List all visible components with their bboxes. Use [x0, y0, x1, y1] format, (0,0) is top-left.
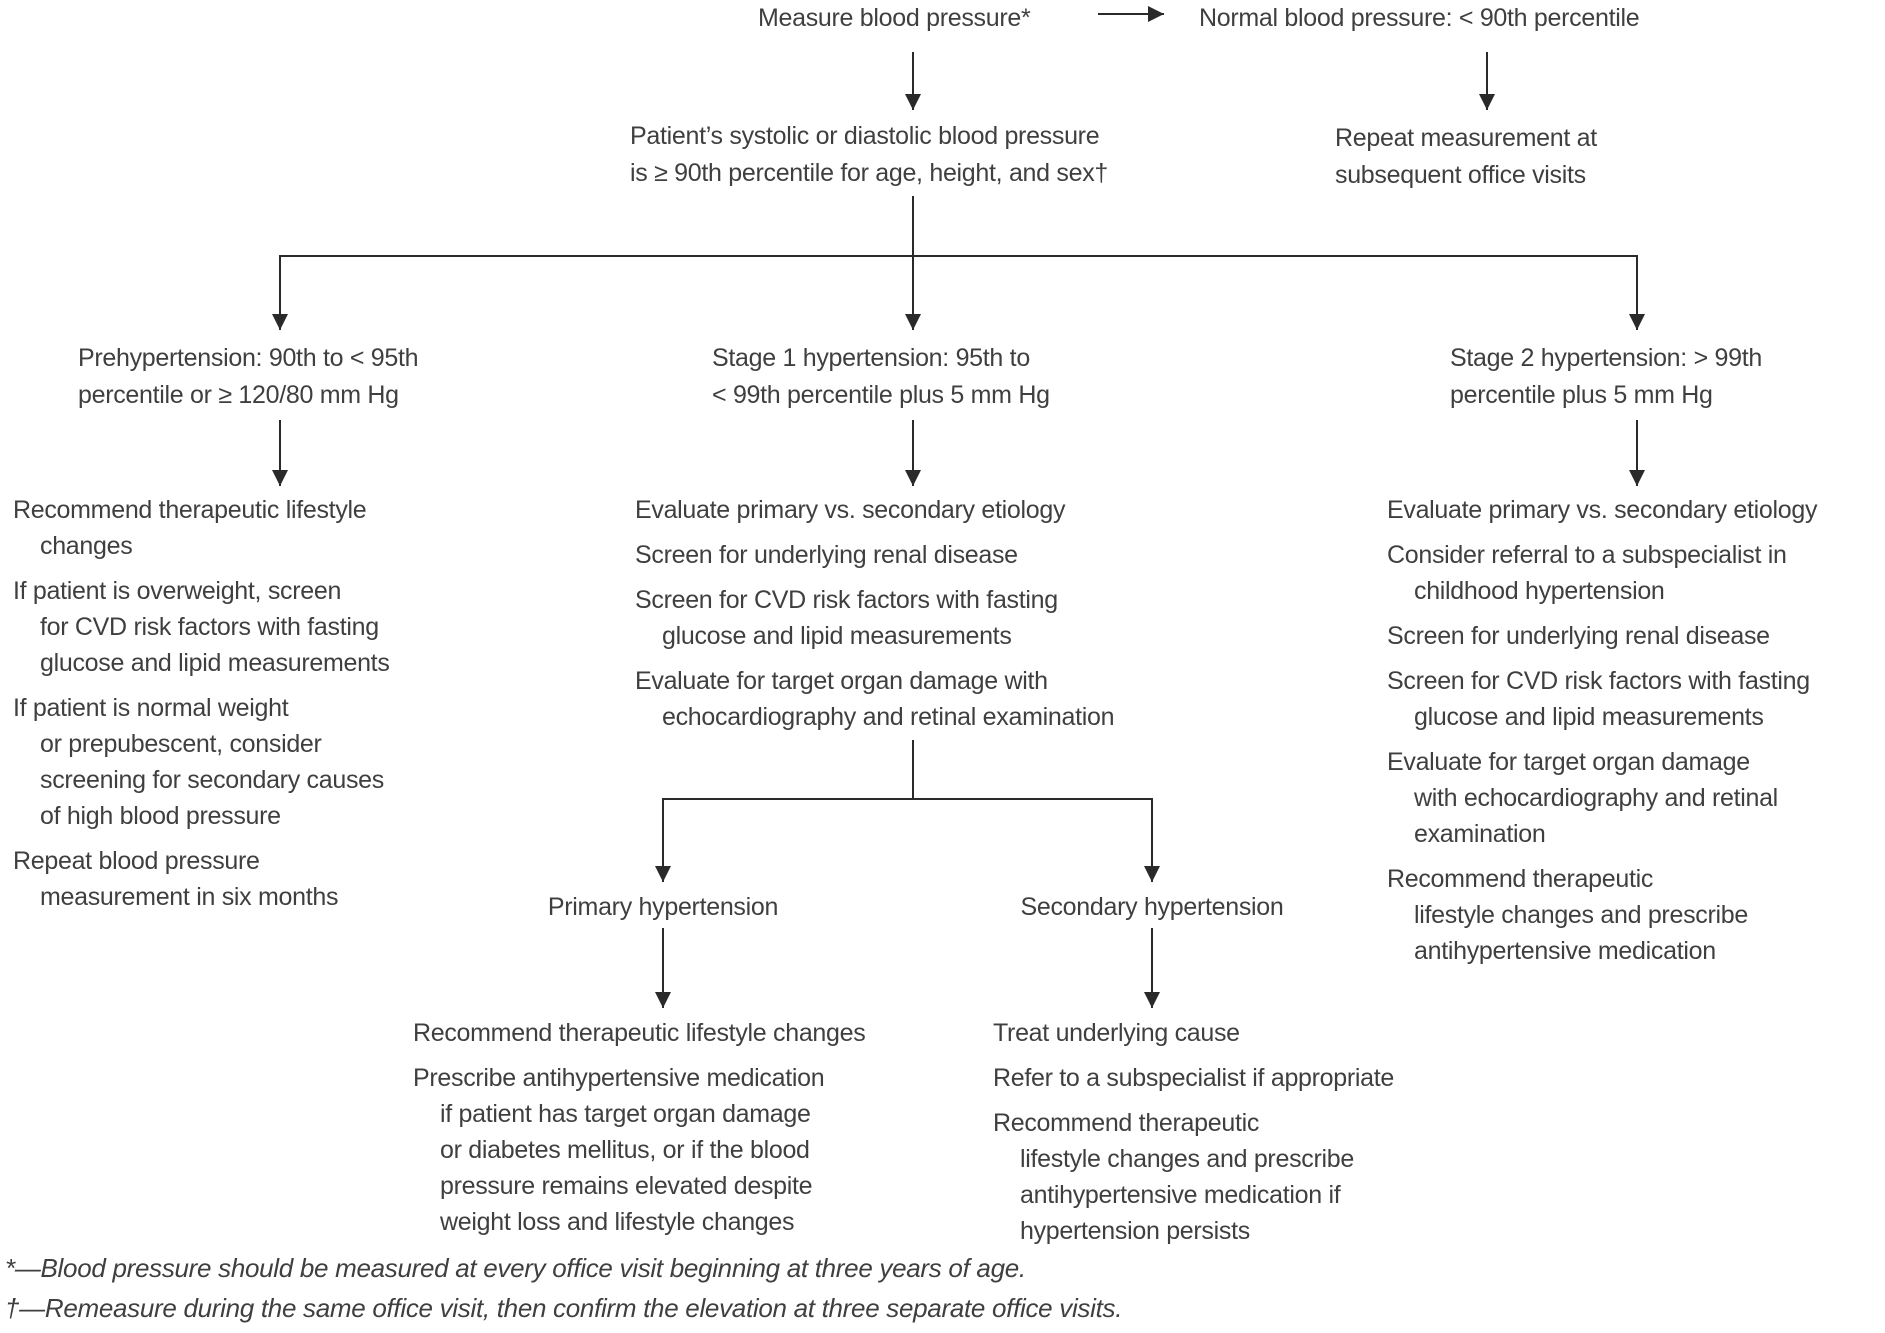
flow-text-line: Evaluate primary vs. secondary etiology — [1387, 496, 1818, 524]
flow-text-line: Recommend therapeutic — [993, 1109, 1260, 1137]
flow-text-line: Stage 2 hypertension: > 99th — [1450, 344, 1762, 372]
stage2-actions-list — [1387, 492, 1817, 978]
flow-text-line: glucose and lipid measurements — [1414, 703, 1764, 731]
list-item — [1387, 618, 1817, 654]
list-item — [635, 663, 1114, 735]
repeat-measurement-node — [1335, 120, 1597, 194]
flow-text-line: Evaluate primary vs. secondary etiology — [635, 496, 1066, 524]
flow-text-line: percentile or ≥ 120/80 mm Hg — [78, 381, 399, 409]
list-item — [993, 1060, 1394, 1096]
stage2-heading — [1450, 340, 1762, 414]
flow-text-line: Prehypertension: 90th to < 95th — [78, 344, 419, 372]
normal-blood-pressure-node: Normal blood pressure: < 90th percentile — [1199, 4, 1640, 32]
secondary-hypertension-node: Secondary hypertension — [1020, 893, 1284, 921]
flow-text-line: Screen for CVD risk factors with fasting — [1387, 667, 1810, 695]
flow-text-line: < 99th percentile plus 5 mm Hg — [712, 381, 1050, 409]
secondary-actions-list — [993, 1015, 1394, 1258]
list-item — [413, 1060, 865, 1240]
flow-text-line: Prescribe antihypertensive medication — [413, 1064, 825, 1092]
footnote-asterisk: *—Blood pressure should be measured at every office visit beginning at three years of age. — [5, 1253, 1026, 1283]
flow-text-line: Patient’s systolic or diastolic blood pressure — [630, 122, 1100, 150]
flow-text-line: measurement in six months — [40, 883, 339, 911]
list-item — [635, 492, 1114, 528]
flow-text-line: antihypertensive medication if — [1020, 1181, 1341, 1209]
primary-hypertension-node: Primary hypertension — [547, 893, 779, 921]
list-item — [13, 492, 390, 564]
flow-text-line: Stage 1 hypertension: 95th to — [712, 344, 1030, 372]
footnote-dagger: †—Remeasure during the same office visit, then confirm the elevation at three separate office visits. — [5, 1293, 1123, 1323]
flow-text-line: Repeat measurement at — [1335, 124, 1597, 152]
flow-text-line: screening for secondary causes — [40, 766, 384, 794]
stage1-heading — [712, 340, 1050, 414]
flow-text-line: If patient is normal weight — [13, 694, 289, 722]
flow-text-line: echocardiography and retinal examination — [662, 703, 1115, 731]
flow-text-line: hypertension persists — [1020, 1217, 1250, 1245]
flow-text-line: glucose and lipid measurements — [40, 649, 390, 677]
list-item — [413, 1015, 865, 1051]
flow-text-line: percentile plus 5 mm Hg — [1450, 381, 1713, 409]
list-item — [635, 582, 1114, 654]
flow-text-line: Recommend therapeutic — [1387, 865, 1654, 893]
list-item — [1387, 537, 1817, 609]
flow-text-line: pressure remains elevated despite — [440, 1172, 813, 1200]
flow-text-line: weight loss and lifestyle changes — [440, 1208, 795, 1236]
flow-text-line: is ≥ 90th percentile for age, height, and sex† — [630, 159, 1109, 187]
prehypertension-actions-list — [13, 492, 390, 924]
flow-text-line: Screen for underlying renal disease — [635, 541, 1018, 569]
flow-text-line: Treat underlying cause — [993, 1019, 1240, 1047]
flow-text-line: changes — [40, 532, 133, 560]
flow-text-line: examination — [1414, 820, 1546, 848]
flow-text-line: or prepubescent, consider — [40, 730, 322, 758]
flow-text-line: or diabetes mellitus, or if the blood — [440, 1136, 810, 1164]
flow-text-line: Screen for underlying renal disease — [1387, 622, 1770, 650]
patient-percentile-node — [630, 118, 1108, 192]
flow-text-line: Repeat blood pressure — [13, 847, 260, 875]
flow-text-line: of high blood pressure — [40, 802, 281, 830]
list-item — [13, 573, 390, 681]
list-item — [13, 690, 390, 834]
flow-text-line: Recommend therapeutic lifestyle changes — [413, 1019, 866, 1047]
list-item — [993, 1105, 1394, 1249]
flow-text-line: glucose and lipid measurements — [662, 622, 1012, 650]
stage1-actions-list — [635, 492, 1114, 744]
flow-text-line: Consider referral to a subspecialist in — [1387, 541, 1787, 569]
list-item — [1387, 861, 1817, 969]
list-item — [1387, 663, 1817, 735]
footnotes — [5, 1248, 1122, 1328]
list-item — [1387, 492, 1817, 528]
flow-text-line: Evaluate for target organ damage with — [635, 667, 1048, 695]
flow-text-line: with echocardiography and retinal — [1414, 784, 1778, 812]
flow-text-line: If patient is overweight, screen — [13, 577, 342, 605]
flow-text-line: lifestyle changes and prescribe — [1414, 901, 1748, 929]
flow-text-line: Screen for CVD risk factors with fasting — [635, 586, 1058, 614]
flow-text-line: if patient has target organ damage — [440, 1100, 811, 1128]
flow-text-line: antihypertensive medication — [1414, 937, 1716, 965]
primary-actions-list — [413, 1015, 865, 1249]
flow-text-line: Refer to a subspecialist if appropriate — [993, 1064, 1395, 1092]
measure-blood-pressure-node: Measure blood pressure* — [758, 4, 1031, 32]
list-item — [13, 843, 390, 915]
list-item — [993, 1015, 1394, 1051]
flow-text-line: Evaluate for target organ damage — [1387, 748, 1750, 776]
flow-text-line: for CVD risk factors with fasting — [40, 613, 379, 641]
flow-text-line: subsequent office visits — [1335, 161, 1586, 189]
list-item — [635, 537, 1114, 573]
flow-text-line: lifestyle changes and prescribe — [1020, 1145, 1354, 1173]
flow-text-line: childhood hypertension — [1414, 577, 1665, 605]
prehypertension-heading — [78, 340, 418, 414]
list-item — [1387, 744, 1817, 852]
flow-text-line: Recommend therapeutic lifestyle — [13, 496, 367, 524]
